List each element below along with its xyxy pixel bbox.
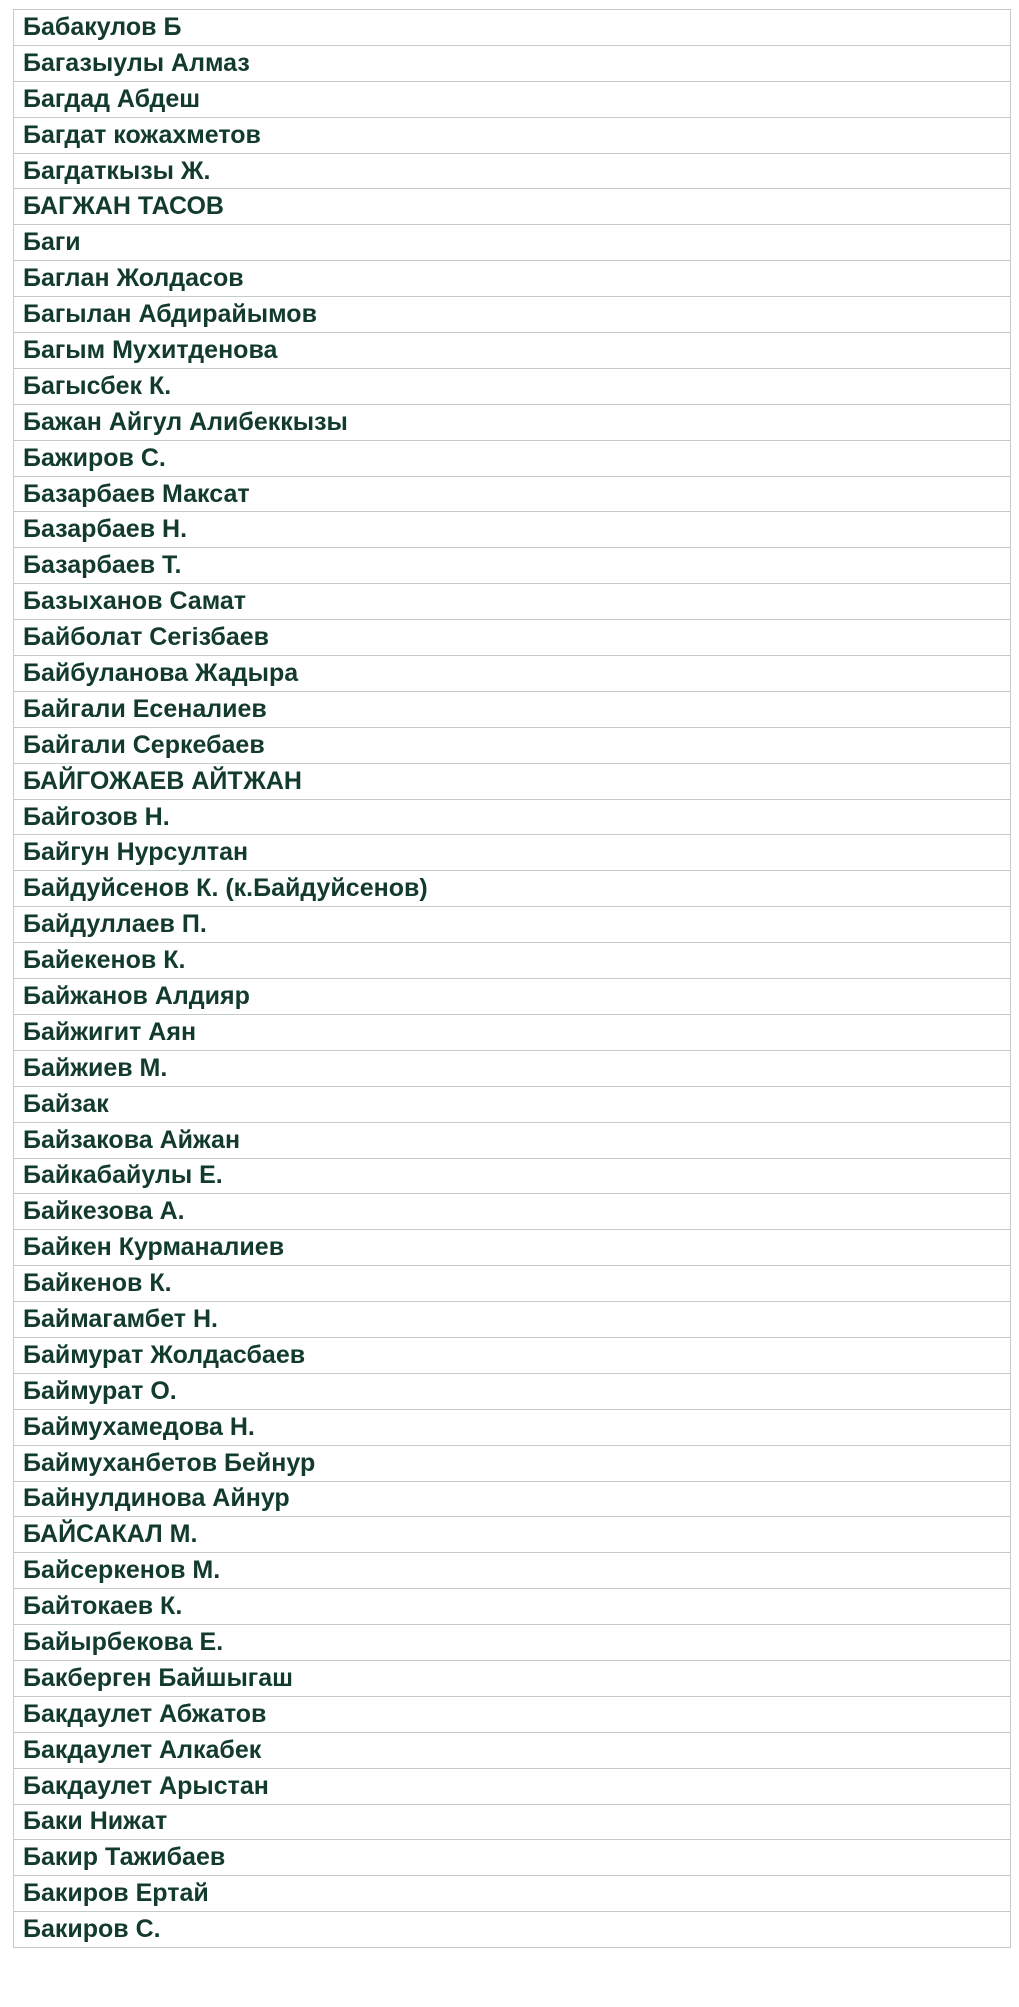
table-row [14,476,1011,512]
name-cell: Байгали Серкебаев [14,727,1011,763]
table-row [14,512,1011,548]
table-row [14,189,1011,225]
table-row [14,1768,1011,1804]
table-row [14,117,1011,153]
table-row [14,763,1011,799]
name-cell: Багым Мухитденова [14,333,1011,369]
table-row [14,1194,1011,1230]
name-cell: БАЙСАКАЛ М. [14,1517,1011,1553]
name-cell: Байсеркенов М. [14,1553,1011,1589]
name-cell: Байгозов Н. [14,799,1011,835]
name-cell: Багазыулы Алмаз [14,45,1011,81]
name-cell: Байбуланова Жадыра [14,656,1011,692]
name-cell: Базарбаев Н. [14,512,1011,548]
table-row [14,1840,1011,1876]
name-cell: Баймурат Жолдасбаев [14,1337,1011,1373]
name-cell: Бакир Тажибаев [14,1840,1011,1876]
table-row [14,907,1011,943]
table-row [14,979,1011,1015]
name-cell: Байекенов К. [14,943,1011,979]
table-row [14,1302,1011,1338]
names-table-body [14,10,1011,1948]
table-row [14,45,1011,81]
table-row [14,548,1011,584]
table-row [14,333,1011,369]
table-row [14,835,1011,871]
table-row [14,943,1011,979]
name-cell: Бажан Айгул Алибеккызы [14,404,1011,440]
table-row [14,1696,1011,1732]
table-row [14,1266,1011,1302]
table-row [14,584,1011,620]
name-cell: Баглан Жолдасов [14,261,1011,297]
table-row [14,1122,1011,1158]
name-cell: БАГЖАН ТАСОВ [14,189,1011,225]
table-row [14,1625,1011,1661]
names-table [13,9,1011,1948]
table-row [14,1553,1011,1589]
name-cell: Бакиров С. [14,1912,1011,1948]
name-cell: Байболат Сегізбаев [14,620,1011,656]
name-cell: Багдаткызы Ж. [14,153,1011,189]
name-cell: Байкабайулы Е. [14,1158,1011,1194]
name-cell: Баймурат О. [14,1373,1011,1409]
name-cell: Байжанов Алдияр [14,979,1011,1015]
table-row [14,1014,1011,1050]
table-row [14,81,1011,117]
name-cell: Байырбекова Е. [14,1625,1011,1661]
table-row [14,656,1011,692]
name-cell: Байкенов К. [14,1266,1011,1302]
name-cell: Баки Нижат [14,1804,1011,1840]
name-cell: Базарбаев Максат [14,476,1011,512]
name-cell: Байжигит Аян [14,1014,1011,1050]
table-row [14,1158,1011,1194]
table-row [14,10,1011,46]
table-row [14,1912,1011,1948]
name-cell: Байгали Есеналиев [14,691,1011,727]
name-cell: Байгун Нурсултан [14,835,1011,871]
name-cell: Базыханов Самат [14,584,1011,620]
table-row [14,404,1011,440]
table-row [14,1050,1011,1086]
table-row [14,691,1011,727]
table-row [14,871,1011,907]
name-cell: Байтокаев К. [14,1589,1011,1625]
name-cell: Баймуханбетов Бейнур [14,1445,1011,1481]
name-cell: Багылан Абдирайымов [14,297,1011,333]
name-cell: Бабакулов Б [14,10,1011,46]
table-row [14,1517,1011,1553]
name-cell: Багдат кожахметов [14,117,1011,153]
table-row [14,620,1011,656]
name-cell: БАЙГОЖАЕВ АЙТЖАН [14,763,1011,799]
table-row [14,1409,1011,1445]
table-row [14,1589,1011,1625]
name-cell: Байзакова Айжан [14,1122,1011,1158]
table-row [14,1445,1011,1481]
name-cell: Байкен Курманалиев [14,1230,1011,1266]
table-row [14,225,1011,261]
name-cell: Баймухамедова Н. [14,1409,1011,1445]
name-cell: Бакдаулет Арыстан [14,1768,1011,1804]
table-row [14,1337,1011,1373]
table-row [14,297,1011,333]
name-cell: Баймагамбет Н. [14,1302,1011,1338]
table-row [14,1804,1011,1840]
name-cell: Багдад Абдеш [14,81,1011,117]
table-row [14,799,1011,835]
table-row [14,1086,1011,1122]
table-row [14,368,1011,404]
name-cell: Бакиров Ертай [14,1876,1011,1912]
table-row [14,440,1011,476]
table-row [14,1732,1011,1768]
name-cell: Байкезова А. [14,1194,1011,1230]
name-cell: Байжиев М. [14,1050,1011,1086]
table-row [14,153,1011,189]
name-cell: Бажиров С. [14,440,1011,476]
name-cell: Байдуллаев П. [14,907,1011,943]
name-cell: Бакберген Байшыгаш [14,1660,1011,1696]
table-row [14,1230,1011,1266]
table-row [14,1373,1011,1409]
name-cell: Байзак [14,1086,1011,1122]
table-row [14,1876,1011,1912]
name-cell: Байдуйсенов К. (к.Байдуйсенов) [14,871,1011,907]
table-row [14,261,1011,297]
name-cell: Бакдаулет Абжатов [14,1696,1011,1732]
name-cell: Бакдаулет Алкабек [14,1732,1011,1768]
table-row [14,1660,1011,1696]
name-cell: Баги [14,225,1011,261]
table-row [14,727,1011,763]
table-row [14,1481,1011,1517]
name-cell: Багысбек К. [14,368,1011,404]
name-cell: Базарбаев Т. [14,548,1011,584]
name-cell: Байнулдинова Айнур [14,1481,1011,1517]
